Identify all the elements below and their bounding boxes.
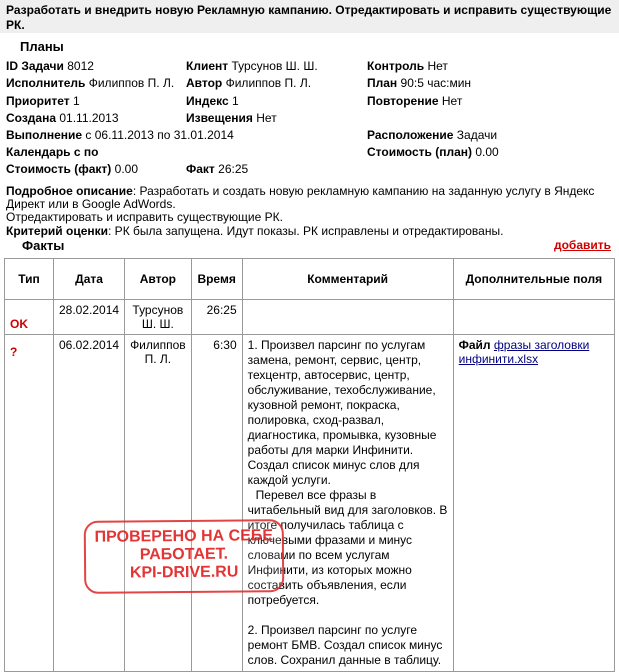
row-author: Филиппов П. Л. [125,335,192,672]
stamp-line: ПРОВЕРЕНО НА СЕБЕ [94,527,274,546]
file-link[interactable]: фразы заголовки инфинити.xlsx [458,338,590,366]
row-extra [453,300,614,335]
table-row[interactable] [5,300,615,335]
location-field: Расположение Задачи [367,128,498,142]
notify-field: Извещения Нет [186,111,277,125]
row-date: 06.02.2014 [54,335,125,672]
facts-section-title: Факты [22,238,65,253]
plans-section-title: Планы [20,39,64,54]
col-comment[interactable]: Комментарий [242,259,453,300]
comment-paragraph: 2. Произвел парсинг по услуге ремонт БМВ. Создал список минус слов. Сохранил данные в таблицу. [247,623,443,667]
description-label: Подробное описание [6,184,133,198]
description-text-2: Отредактировать и исправить существующие РК. [6,210,283,224]
criteria-block [6,225,606,238]
description-block [6,185,606,224]
row-time: 26:25 [191,300,242,335]
type-ok-badge: OK [5,300,54,335]
task-title: Разработать и внедрить новую Рекламную кампанию. Отредактировать и исправить существующие РК. [0,0,619,33]
control-field: Контроль Нет [367,59,448,73]
priority-field: Приоритет 1 [6,94,80,108]
created-field: Создана 01.11.2013 [6,111,119,125]
executor-field: Исполнитель Филиппов П. Л. [6,76,175,90]
row-comment [242,335,453,672]
facts-header-row [5,259,615,300]
repeat-field: Повторение Нет [367,94,463,108]
cost-plan-field: Стоимость (план) 0.00 [367,145,499,159]
cost-fact-field: Стоимость (факт) 0.00 [6,162,138,176]
criteria-text: : РК была запущена. Идут показы. РК исправлены и отредактированы. [108,224,504,238]
comment-paragraph: 1. Произвел парсинг по услугам замена, ремонт, сервис, центр, техцентр, автосервис, центр, обслуживание, техобслуживание, кузовной ремонт, покраска, полировка, сход-развал, диагностика, промывка, кузовные работы для марки Инфинити. Создал список минус слов для каждой услуги. [247,338,437,487]
facts-table [4,258,615,672]
row-date: 28.02.2014 [54,300,125,335]
add-fact-link[interactable]: добавить [553,238,611,252]
col-author[interactable]: Автор [125,259,192,300]
verified-stamp [84,519,285,594]
index-field: Индекс 1 [186,94,239,108]
file-label: Файл [458,338,491,352]
row-time: 6:30 [191,335,242,672]
criteria-label: Критерий оценки [6,224,109,238]
comment-paragraph: Перевел все фразы в читабельный вид для заголовков. В итоге получилась таблица с ключевыми фразами и минус словами по всем услугам Инфинити, из которых можно составить объявления, если потребуется. [247,488,448,607]
row-author: Турсунов Ш. Ш. [125,300,192,335]
row-comment [242,300,453,335]
type-question-badge: ? [5,335,54,672]
col-extra[interactable]: Дополнительные поля [453,259,614,300]
calendar-field: Календарь с по [6,145,99,159]
stamp-line: KPI-DRIVE.RU [129,563,239,582]
description-text: : Разработать и создать новую рекламную кампанию на заданную услугу в Яндекс Директ или в Google AdWords. [6,184,595,211]
client-field: Клиент Турсунов Ш. Ш. [186,59,318,73]
col-date[interactable]: Дата [54,259,125,300]
row-extra [453,335,614,672]
plan-field: План 90:5 час:мин [367,76,472,90]
task-id-field: ID Задачи 8012 [6,59,94,73]
table-row[interactable] [5,335,615,672]
col-type[interactable]: Тип [5,259,54,300]
col-time[interactable]: Время [191,259,242,300]
author-field: Автор Филиппов П. Л. [186,76,312,90]
execution-field: Выполнение с 06.11.2013 по 31.01.2014 [6,128,234,142]
fact-field: Факт 26:25 [186,162,249,176]
stamp-line: РАБОТАЕТ. [139,545,229,564]
